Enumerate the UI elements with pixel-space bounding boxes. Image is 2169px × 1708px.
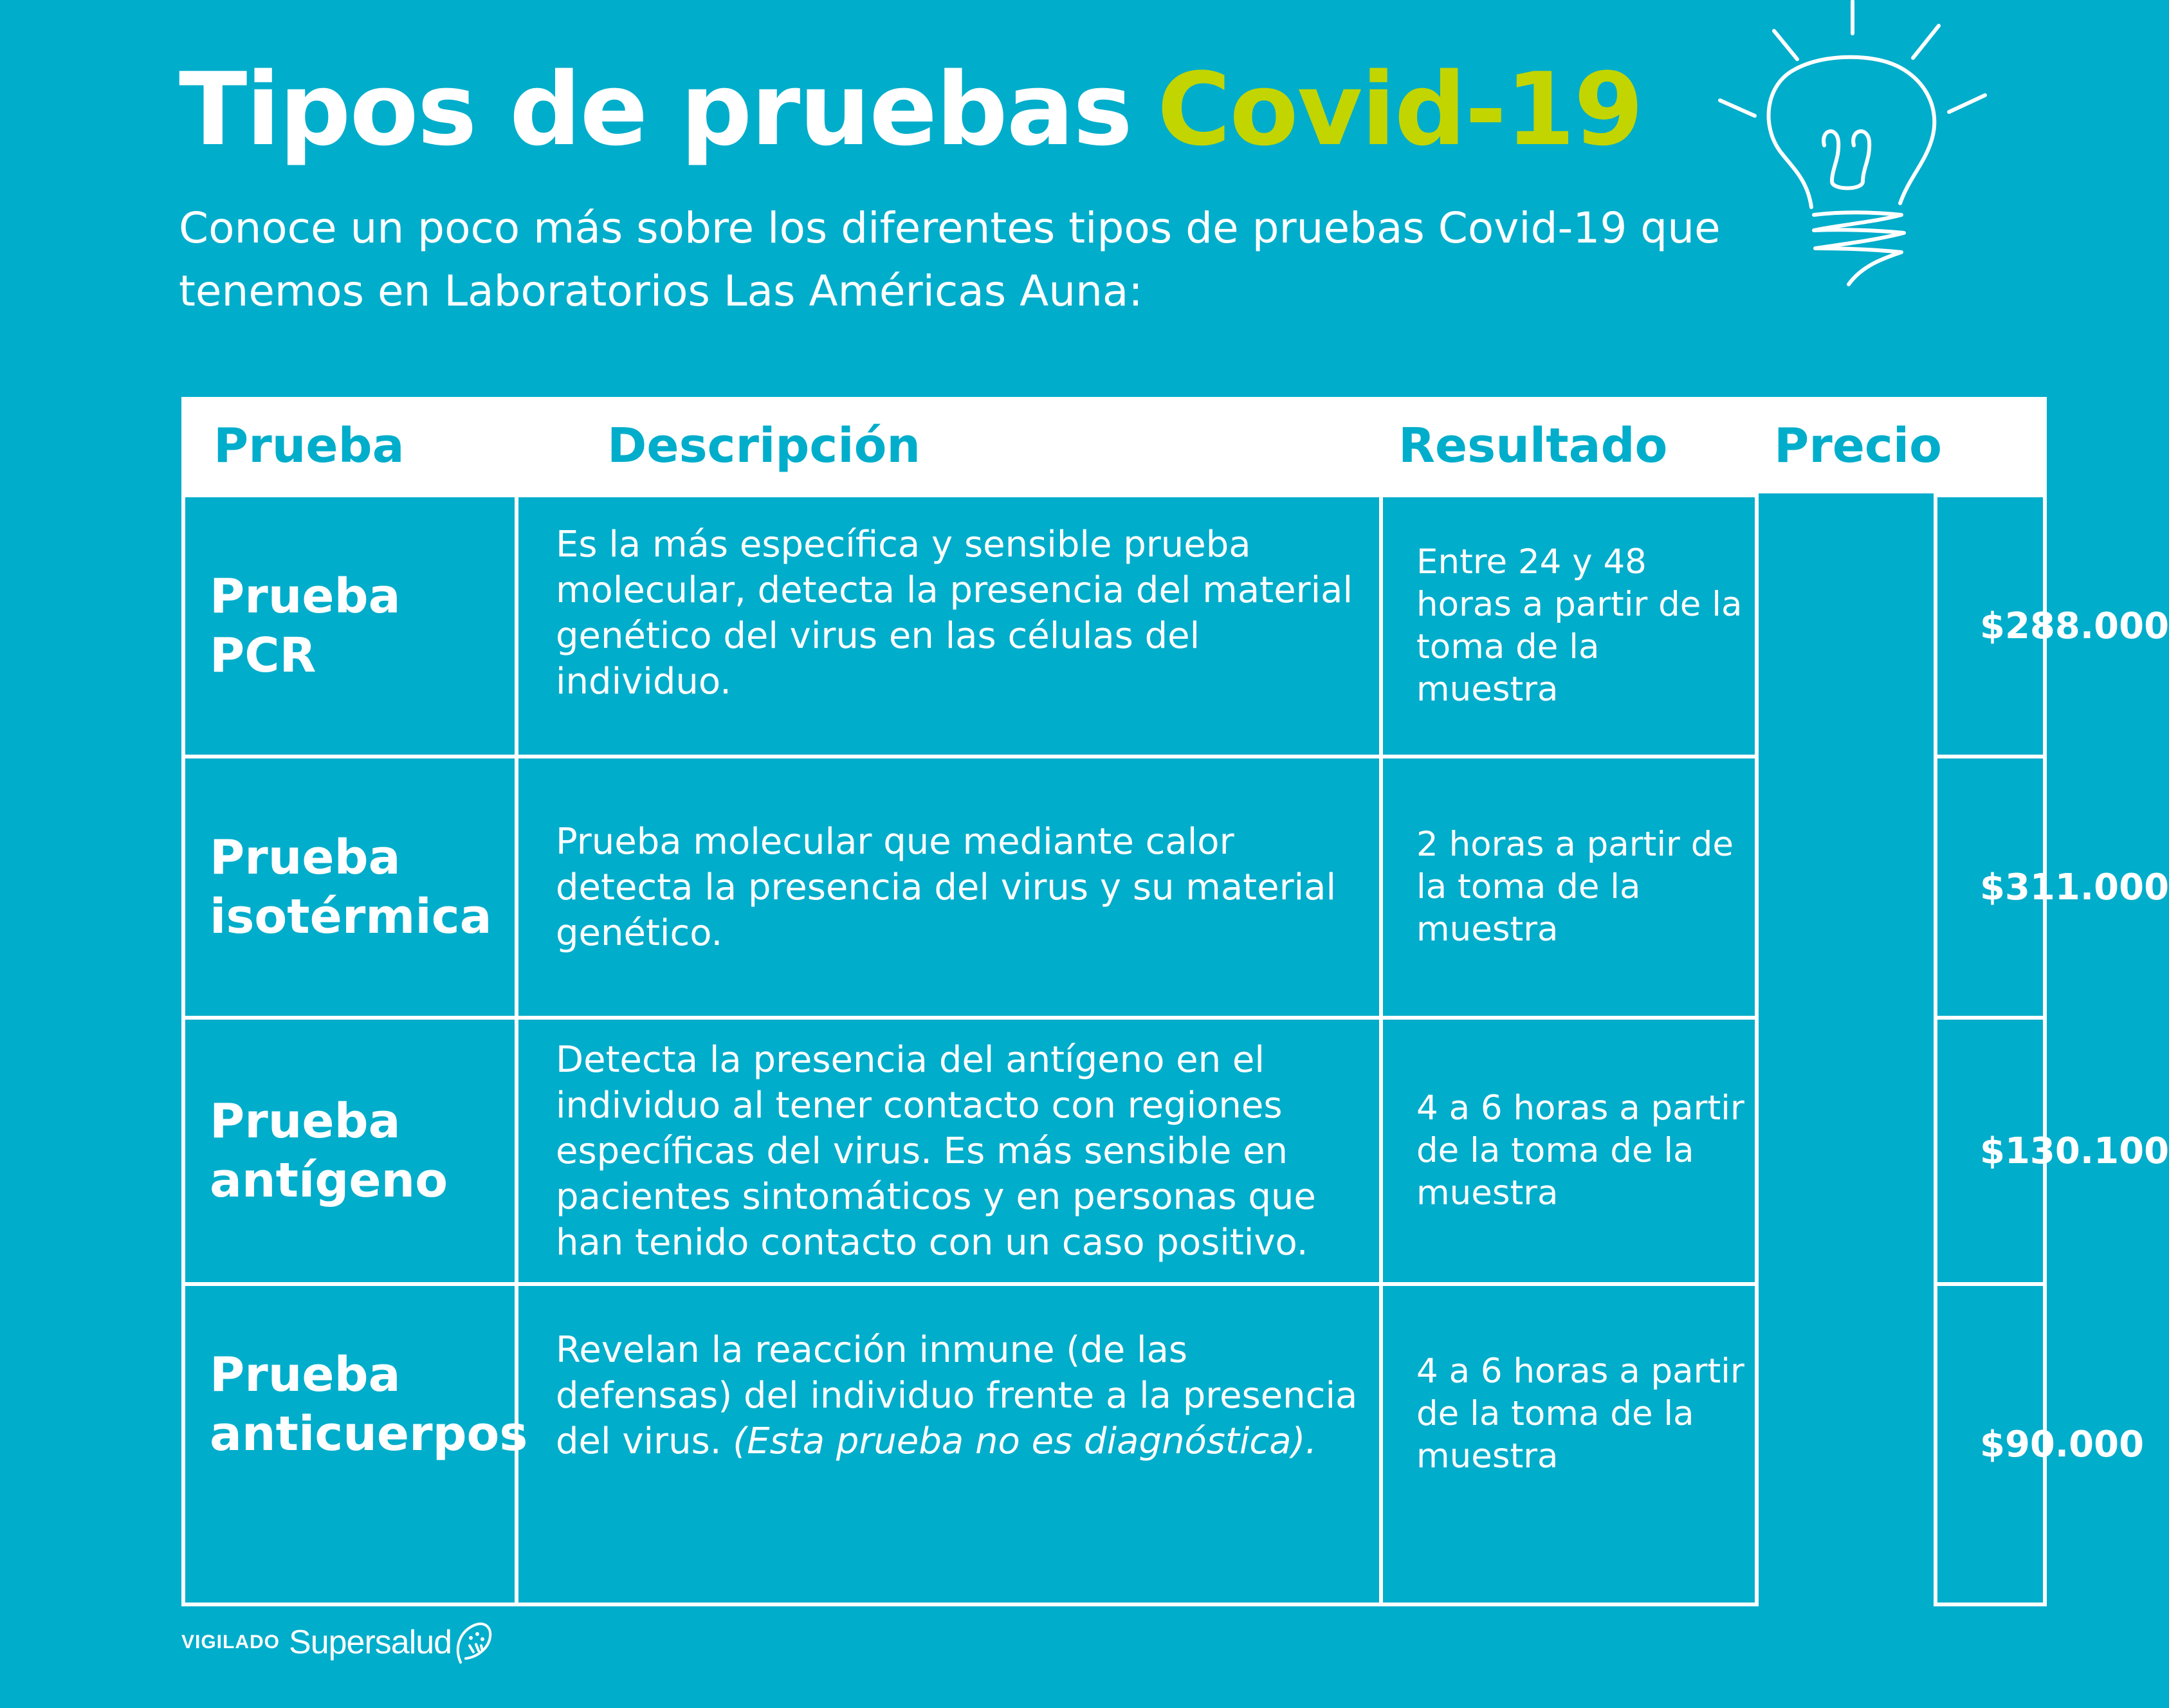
- title-main: Tipos de pruebas: [179, 51, 1131, 168]
- test-price: $130.100: [1980, 1130, 2169, 1172]
- cell-description: [515, 1020, 1383, 1286]
- title-highlight: Covid-19: [1157, 51, 1643, 168]
- test-name: Prueba antígeno: [210, 1094, 448, 1208]
- test-name: Prueba anticuerpos: [210, 1347, 528, 1462]
- cell-name: [181, 758, 518, 1020]
- table-row: [181, 1286, 2145, 1606]
- cell-result: [1379, 1020, 1759, 1286]
- test-result: 4 a 6 horas a partir de la toma de la muestra: [1416, 1088, 1744, 1213]
- test-price: $288.000: [1980, 605, 2169, 647]
- table-header: [181, 397, 2047, 493]
- cell-name: [181, 1286, 528, 1606]
- header-descripcion: Descripción: [607, 418, 921, 473]
- table-row: [181, 493, 2169, 758]
- test-result: 2 horas a partir de la toma de la muestra: [1416, 825, 1734, 949]
- header-precio: Precio: [1774, 418, 1942, 473]
- cell-result: [1379, 493, 1759, 758]
- test-description: Detecta la presencia del antígeno en el individuo al tener contacto con regiones específicas del virus. Es más sensible en pacientes sintomáticos y en personas que han tenido contacto con un caso positivo.: [556, 1038, 1316, 1263]
- test-name: Prueba isotérmica: [210, 830, 492, 944]
- lightbulb-icon: [1711, 0, 1994, 302]
- test-description: [556, 1327, 1373, 1464]
- subtitle: Conoce un poco más sobre los diferentes tipos de pruebas Covid-19 que tenemos en Laboratorios Las Américas Auna:: [179, 203, 1721, 316]
- page-title: [179, 51, 1643, 168]
- price-column: [1934, 493, 2047, 1606]
- test-description-text: Revelan la reacción inmune (de las defensas) del individuo frente a la presencia del virus.: [556, 1329, 1358, 1462]
- table-row: [181, 758, 2169, 1020]
- test-price: $90.000: [1980, 1423, 2145, 1465]
- cell-description: [515, 758, 1383, 1020]
- supersalud-label: Supersalud: [289, 1624, 452, 1661]
- test-result: 4 a 6 horas a partir de la toma de la muestra: [1416, 1352, 1744, 1476]
- supersalud-logo: [454, 1620, 494, 1665]
- cell-result: [1379, 758, 1759, 1020]
- cell-name: [181, 493, 518, 758]
- test-description: Prueba molecular que mediante calor detecta la presencia del virus y su material genético.: [556, 820, 1337, 954]
- table-row: [181, 1020, 2169, 1286]
- footer: [181, 1620, 494, 1665]
- test-description: Es la más específica y sensible prueba molecular, detecta la presencia del material genético del virus en las células del individuo.: [556, 524, 1353, 702]
- header-resultado: Resultado: [1398, 418, 1668, 473]
- test-name: Prueba PCR: [210, 569, 401, 683]
- cell-description: [515, 493, 1383, 758]
- cell-result: [1379, 1286, 1759, 1606]
- cell-name: [181, 1020, 518, 1286]
- tests-table: [181, 397, 2169, 1606]
- test-result: Entre 24 y 48 horas a partir de la toma de la muestra: [1416, 542, 1743, 709]
- header-prueba: Prueba: [214, 418, 405, 473]
- test-description-note: (Esta prueba no es diagnóstica).: [733, 1420, 1317, 1462]
- cell-description: [515, 1286, 1383, 1606]
- vigilado-label: VIGILADO: [181, 1631, 280, 1653]
- test-price: $311.000: [1980, 866, 2169, 908]
